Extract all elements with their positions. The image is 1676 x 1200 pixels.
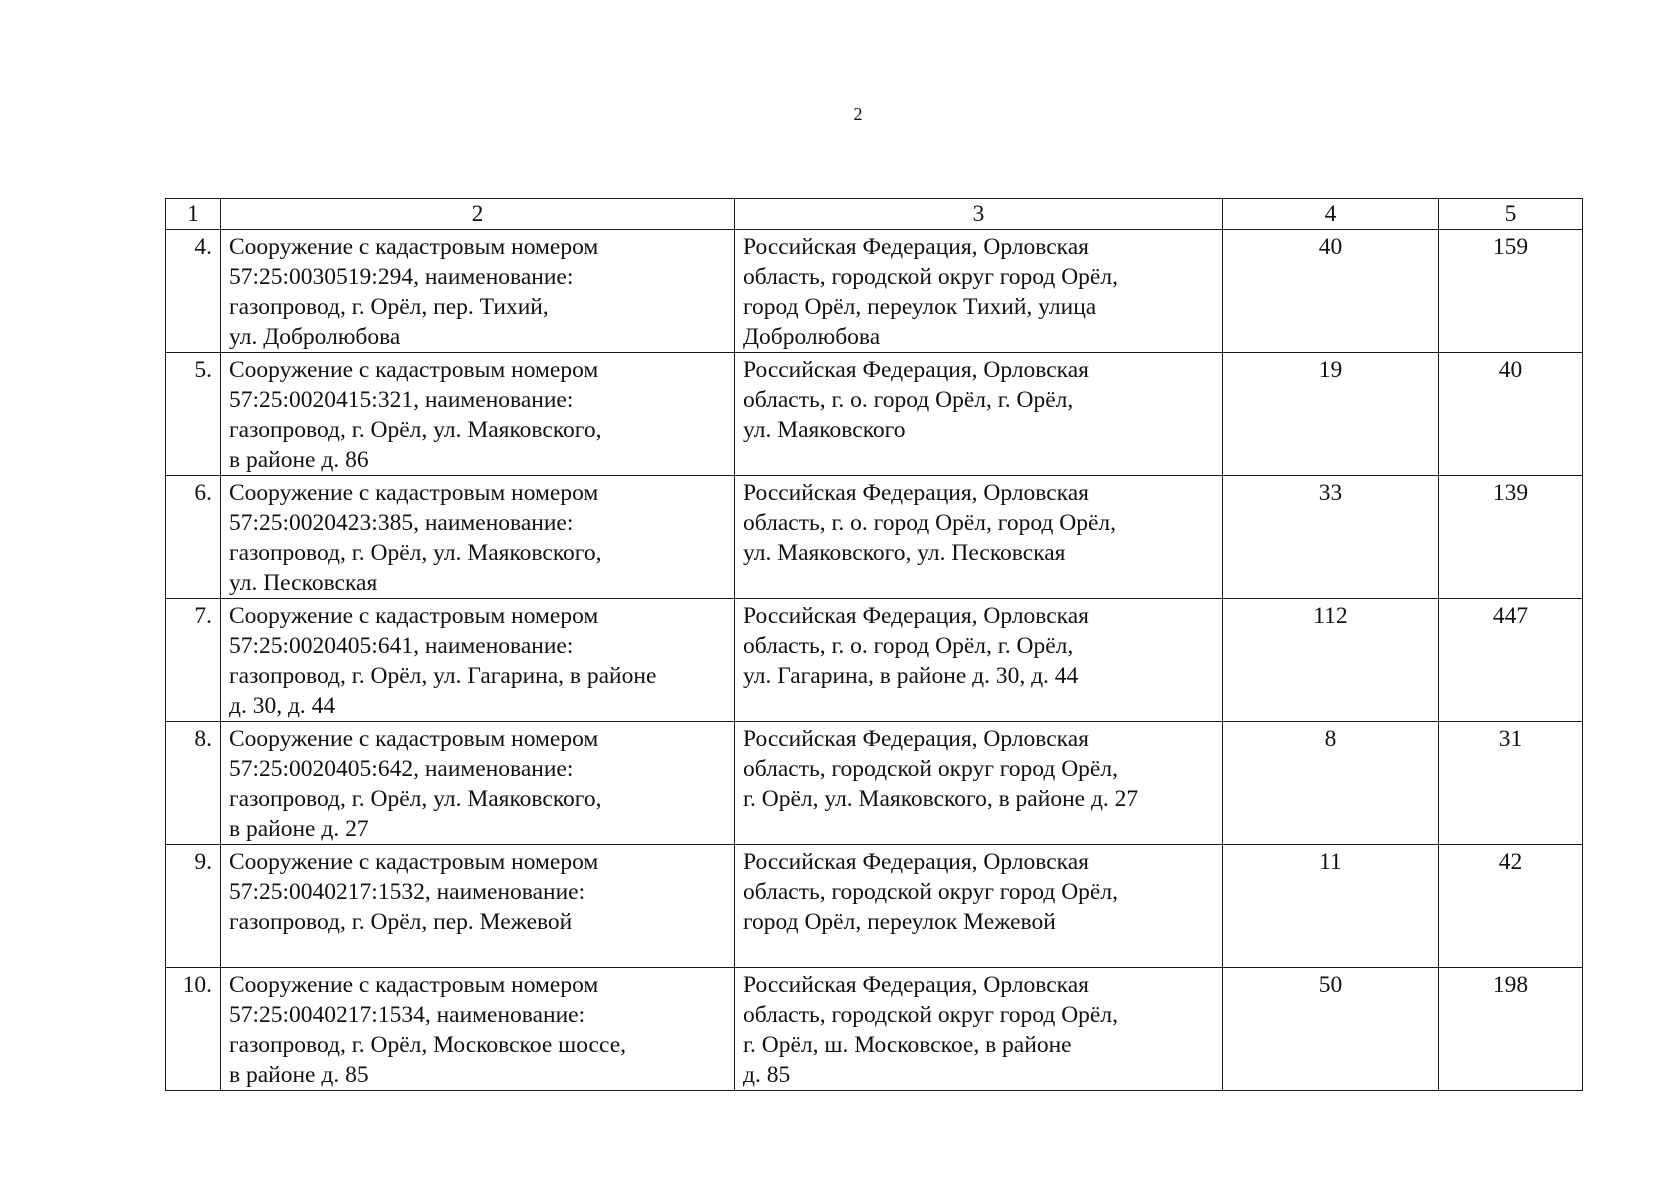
object-name-cell (221, 230, 735, 353)
row-number: 4. (166, 230, 221, 353)
header-cell-1: 1 (166, 199, 221, 230)
address-text: Российская Федерация, Орловская область, городской округ город Орёл, город Орёл, переулок Межевой (743, 849, 1118, 935)
table-row (166, 599, 1583, 722)
address-cell (735, 968, 1223, 1091)
row-number: 9. (166, 845, 221, 968)
row-number: 6. (166, 476, 221, 599)
header-row (166, 199, 1583, 230)
address-text: Российская Федерация, Орловская область, г. о. город Орёл, г. Орёл, ул. Гагарина, в районе д. 30, д. 44 (743, 603, 1089, 689)
table-row (166, 476, 1583, 599)
header-cell-3: 3 (735, 199, 1223, 230)
row-number: 10. (166, 968, 221, 1091)
table-row (166, 230, 1583, 353)
column-4-value: 40 (1223, 230, 1439, 353)
row-number: 8. (166, 722, 221, 845)
object-name-text: Сооружение с кадастровым номером 57:25:0040217:1532, наименование: газопровод, г. Орёл, пер. Межевой (229, 849, 599, 935)
object-name-cell (221, 845, 735, 968)
address-text: Российская Федерация, Орловская область, городской округ город Орёл, г. Орёл, ш. Московское, в районе д. 85 (743, 972, 1118, 1088)
object-name-text: Сооружение с кадастровым номером 57:25:0020415:321, наименование: газопровод, г. Орёл, ул. Маяковского, в районе д. 86 (229, 357, 602, 473)
address-cell (735, 353, 1223, 476)
object-name-text: Сооружение с кадастровым номером 57:25:0020423:385, наименование: газопровод, г. Орёл, ул. Маяковского, ул. Песковская (229, 480, 602, 596)
column-4-value: 11 (1223, 845, 1439, 968)
object-name-text: Сооружение с кадастровым номером 57:25:0030519:294, наименование: газопровод, г. Орёл, пер. Тихий, ул. Добролюбова (229, 234, 599, 350)
page-number: 2 (853, 104, 863, 124)
object-name-cell (221, 968, 735, 1091)
column-4-value: 19 (1223, 353, 1439, 476)
header-cell-5: 5 (1439, 199, 1583, 230)
address-text: Российская Федерация, Орловская область, городской округ город Орёл, город Орёл, переулок Тихий, улица Добролюбова (743, 234, 1118, 350)
address-cell (735, 476, 1223, 599)
table-row (166, 722, 1583, 845)
address-cell (735, 599, 1223, 722)
column-4-value: 33 (1223, 476, 1439, 599)
row-number: 7. (166, 599, 221, 722)
column-5-value: 139 (1439, 476, 1583, 599)
column-5-value: 31 (1439, 722, 1583, 845)
object-name-cell (221, 722, 735, 845)
column-4-value: 8 (1223, 722, 1439, 845)
column-5-value: 159 (1439, 230, 1583, 353)
address-text: Российская Федерация, Орловская область, городской округ город Орёл, г. Орёл, ул. Маяковского, в районе д. 27 (743, 726, 1139, 812)
header-cell-4: 4 (1223, 199, 1439, 230)
registry-table (165, 198, 1583, 1091)
object-name-text: Сооружение с кадастровым номером 57:25:0020405:641, наименование: газопровод, г. Орёл, ул. Гагарина, в районе д. 30, д. 44 (229, 603, 657, 719)
object-name-cell (221, 476, 735, 599)
object-name-cell (221, 353, 735, 476)
column-4-value: 112 (1223, 599, 1439, 722)
table-row (166, 968, 1583, 1091)
object-name-cell (221, 599, 735, 722)
address-cell (735, 230, 1223, 353)
table-row (166, 845, 1583, 968)
table-row (166, 353, 1583, 476)
address-text: Российская Федерация, Орловская область, г. о. город Орёл, город Орёл, ул. Маяковского, ул. Песковская (743, 480, 1116, 566)
object-name-text: Сооружение с кадастровым номером 57:25:0040217:1534, наименование: газопровод, г. Орёл, Московское шоссе, в районе д. 85 (229, 972, 627, 1088)
column-5-value: 198 (1439, 968, 1583, 1091)
column-4-value: 50 (1223, 968, 1439, 1091)
address-text: Российская Федерация, Орловская область, г. о. город Орёл, г. Орёл, ул. Маяковского (743, 357, 1089, 443)
address-cell (735, 845, 1223, 968)
row-number: 5. (166, 353, 221, 476)
column-5-value: 447 (1439, 599, 1583, 722)
address-cell (735, 722, 1223, 845)
column-5-value: 40 (1439, 353, 1583, 476)
header-cell-2: 2 (221, 199, 735, 230)
column-5-value: 42 (1439, 845, 1583, 968)
object-name-text: Сооружение с кадастровым номером 57:25:0020405:642, наименование: газопровод, г. Орёл, ул. Маяковского, в районе д. 27 (229, 726, 602, 842)
